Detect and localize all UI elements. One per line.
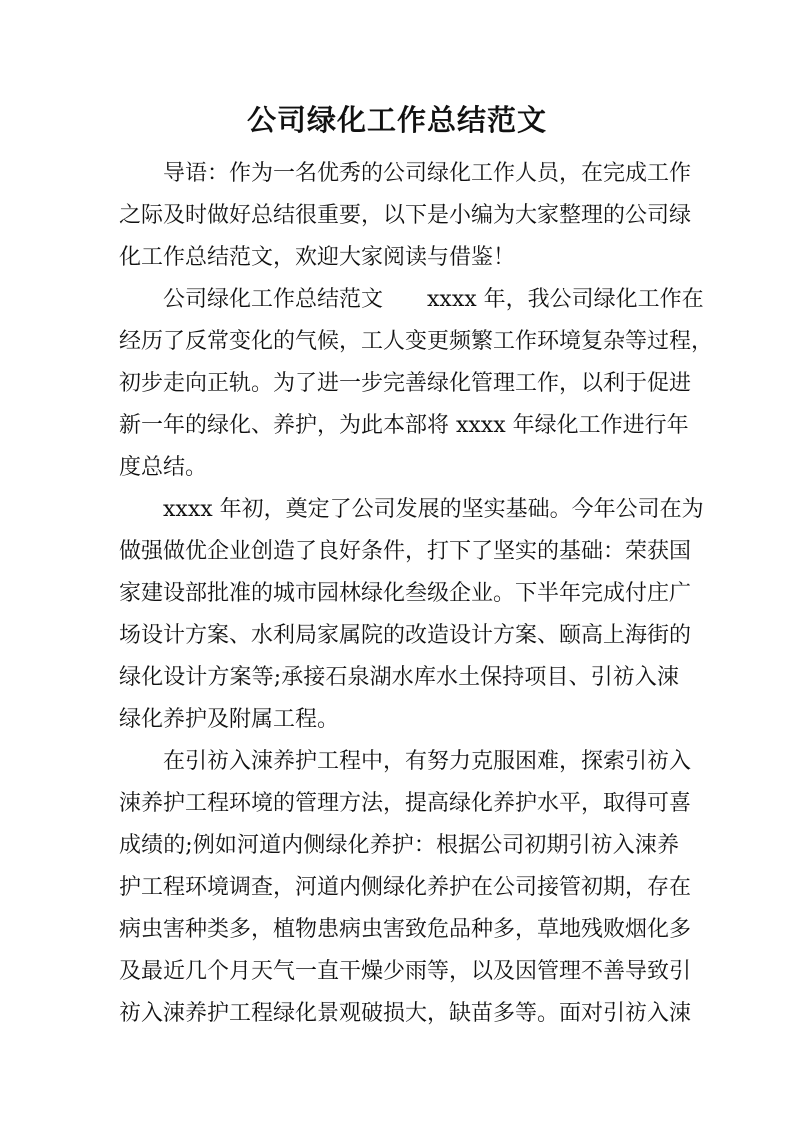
paragraph-line: 绿化养护及附属工程。 (119, 707, 340, 732)
paragraph-line: 家建设部批准的城市园林绿化叁级企业。下半年完成付庄广 (119, 581, 692, 606)
paragraph-line: 护工程环境调查，河道内侧绿化养护在公司接管初期，存在 (119, 875, 692, 900)
paragraph-line: 祊入涑养护工程绿化景观破损大，缺苗多等。面对引祊入涑 (119, 1001, 692, 1026)
paragraph-line: 度总结。 (119, 455, 208, 480)
paragraph-line: 绿化设计方案等;承接石泉湖水库水土保持项目、引祊入涑 (119, 665, 679, 690)
paragraph-line: 新一年的绿化、养护，为此本部将 xxxx 年绿化工作进行年 (119, 413, 689, 438)
paragraph-line: 及最近几个月天气一直干燥少雨等，以及因管理不善导致引 (119, 959, 692, 984)
document-title: 公司绿化工作总结范文 (246, 103, 547, 137)
paragraph-line: 场设计方案、水利局家属院的改造设计方案、颐高上海街的 (119, 623, 692, 648)
paragraph-line: 化工作总结范文，欢迎大家阅读与借鉴！ (119, 245, 516, 270)
paragraph-line: 公司绿化工作总结范文 xxxx 年，我公司绿化工作在 (163, 287, 704, 312)
paragraph-line: 经历了反常变化的气候，工人变更频繁工作环境复杂等过程， (119, 329, 714, 354)
paragraph-line: 做强做优企业创造了良好条件，打下了坚实的基础：荣获国 (119, 539, 692, 564)
paragraph-line: 病虫害种类多，植物患病虫害致危品种多，草地残败烟化多 (119, 917, 692, 942)
paragraph-line: 之际及时做好总结很重要，以下是小编为大家整理的公司绿 (119, 203, 692, 228)
paragraph-line: 成绩的;例如河道内侧绿化养护：根据公司初期引祊入涑养 (119, 833, 679, 858)
paragraph-line: 导语：作为一名优秀的公司绿化工作人员，在完成工作 (163, 161, 692, 186)
paragraph-line: 初步走向正轨。为了进一步完善绿化管理工作，以利于促进 (119, 371, 692, 396)
paragraph-line: xxxx 年初，奠定了公司发展的坚实基础。今年公司在为 (163, 497, 704, 522)
paragraph-line: 在引祊入涑养护工程中，有努力克服困难，探索引祊入 (163, 749, 692, 774)
paragraph-line: 涑养护工程环境的管理方法，提高绿化养护水平，取得可喜 (119, 791, 692, 816)
